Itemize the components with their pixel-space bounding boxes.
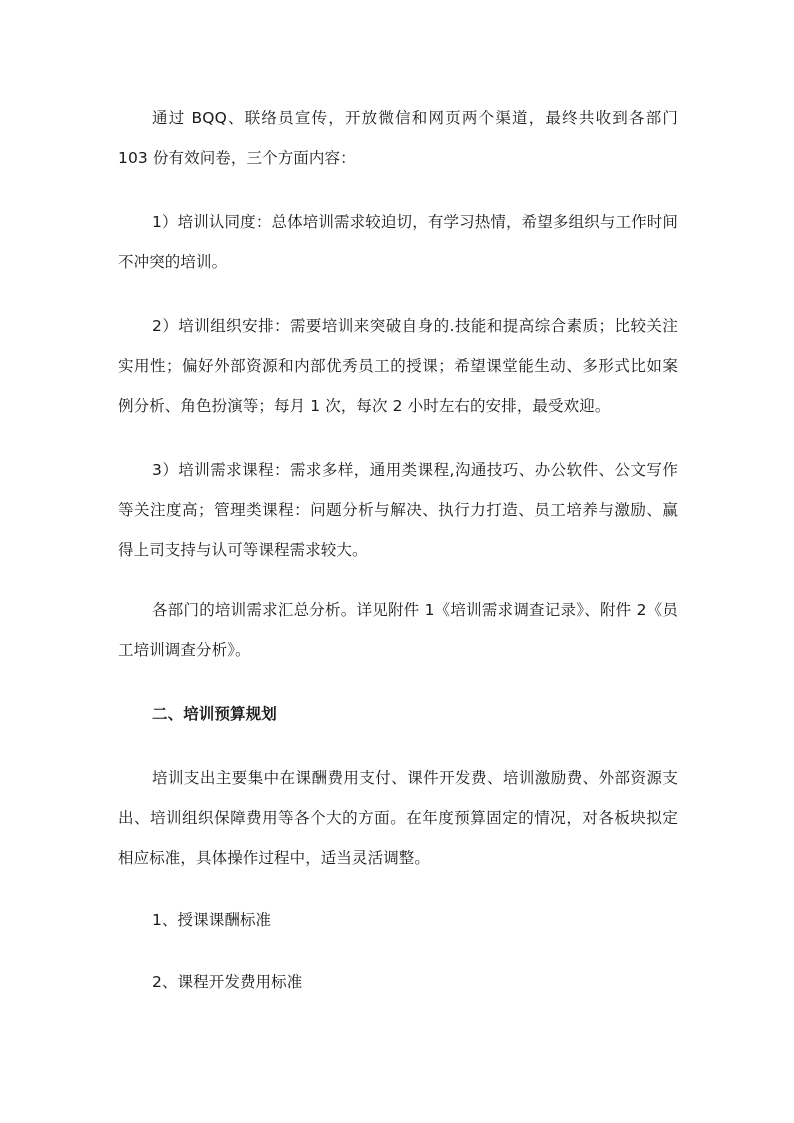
training-courses-paragraph: 3）培训需求课程：需求多样，通用类课程,沟通技巧、办公软件、公文写作等关注度高；管理类课程：问题分析与解决、执行力打造、员工培养与激励、赢得上司支持与认可等课程需求较大。 [118, 461, 678, 559]
section-heading: 二、培训预算规划 [152, 705, 277, 723]
training-arrangement-paragraph: 2）培训组织安排：需要培训来突破自身的.技能和提高综合素质；比较关注实用性；偏好外部资源和内部优秀员工的授课；希望课堂能生动、多形式比如案例分析、角色扮演等；每月 1 次，每次 2 小时左右的安排，最受欢迎。 [118, 317, 678, 415]
budget-paragraph: 培训支出主要集中在课酬费用支付、课件开发费、培训激励费、外部资源支出、培训组织保障费用等各个大的方面。在年度预算固定的情况，对各板块拟定相应标准，具体操作过程中，适当灵活调整。 [118, 769, 678, 867]
attachment-reference-paragraph: 各部门的培训需求汇总分析。详见附件 1《培训需求调查记录》、附件 2《员工培训调查分析》。 [118, 601, 678, 659]
survey-summary-paragraph: 通过 BQQ、联络员宣传，开放微信和网页两个渠道，最终共收到各部门 103 份有效问卷，三个方面内容： [118, 109, 678, 167]
list-item: 1、授课课酬标准 [152, 911, 272, 929]
list-item: 2、课程开发费用标准 [152, 973, 303, 991]
training-recognition-paragraph: 1）培训认同度：总体培训需求较迫切，有学习热情，希望多组织与工作时间不冲突的培训。 [118, 213, 678, 271]
